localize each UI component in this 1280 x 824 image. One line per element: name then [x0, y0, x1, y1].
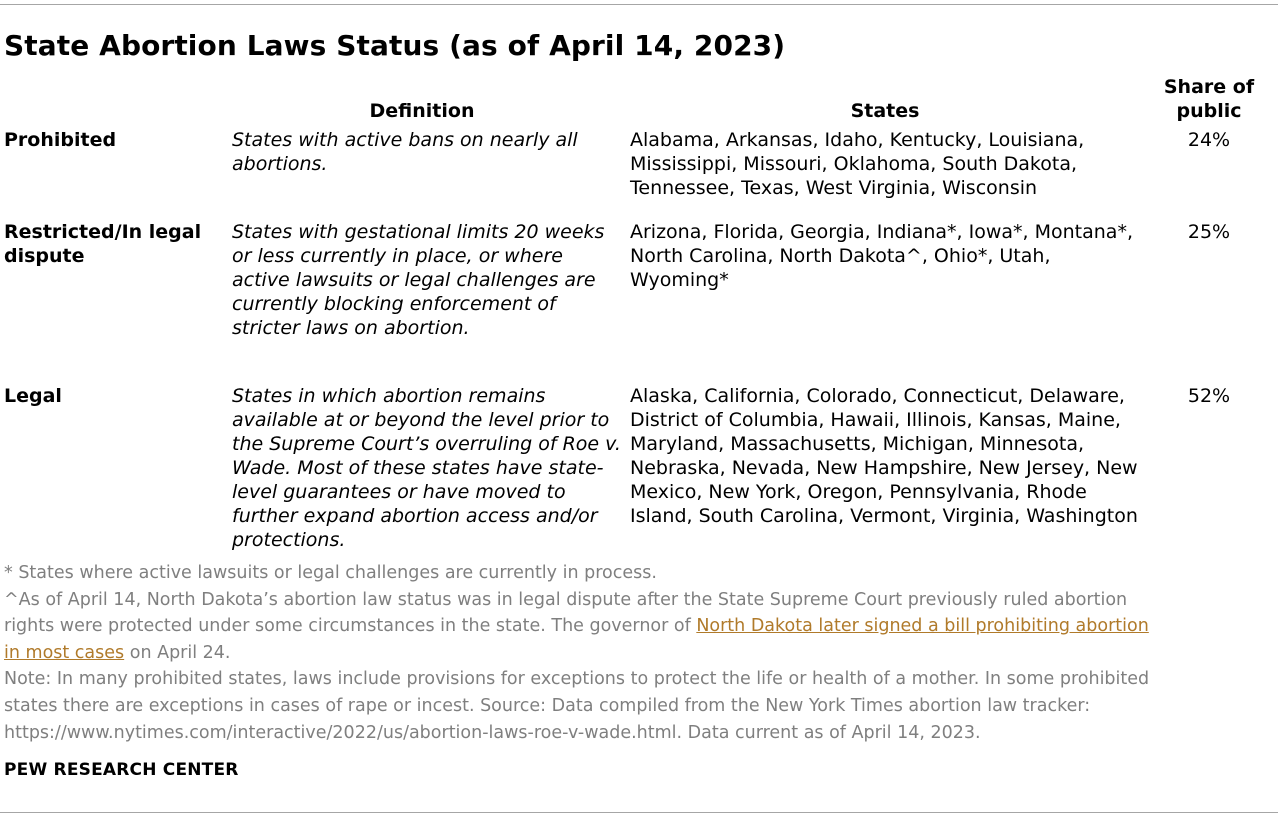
column-header-share-line2: public — [1176, 100, 1242, 122]
row-states: Alabama, Arkansas, Idaho, Kentucky, Louisiana, Mississippi, Missouri, Oklahoma, South Dakota, Tennessee, Texas, West Virginia, Wisconsin — [630, 129, 1085, 199]
page-title: State Abortion Laws Status (as of April 14, 2023) — [4, 29, 786, 62]
caret-note-text: ^As of April 14, North Dakota’s abortion law status was in legal dispute after the State Supreme Court previously ruled abortion rights were protected under some circumstances in the state. The governor of — [4, 589, 1128, 637]
asterisk-note: * States where active lawsuits or legal challenges are currently in process. — [4, 563, 657, 583]
source-note: Note: In many prohibited states, laws include provisions for exceptions to protect the life or health of a mother. In some prohibited states there are exceptions in cases of rape or incest. Source: Data compiled from the New York Times abortion law tracker: https://www.nytimes.com/interactive/2022/us/abortion-laws-roe-v-wade.html. Data current as of April 14, 2023. — [4, 669, 1150, 743]
column-header-share — [1148, 75, 1270, 123]
row-category: Prohibited — [4, 129, 117, 151]
column-header-definition: Definition — [369, 100, 475, 122]
column-header-share-line1: Share of — [1163, 76, 1255, 98]
caret-note-end: on April 24. — [124, 642, 231, 663]
north-dakota-link[interactable]: North Dakota later signed a bill prohibiting abortion in most cases — [4, 616, 1149, 663]
row-definition: States with gestational limits 20 weeks or less currently in place, or where active lawsuits or legal challenges are currently blocking enforcement of stricter laws on abortion. — [232, 221, 605, 339]
caret-note — [4, 587, 1164, 667]
footnotes — [4, 560, 1164, 746]
brand-name: PEW RESEARCH CENTER — [4, 760, 239, 780]
row-definition: States with active bans on nearly all abortions. — [232, 129, 578, 175]
row-share: 24% — [1187, 129, 1231, 151]
bottom-rule — [0, 812, 1278, 813]
row-share: 52% — [1187, 385, 1231, 407]
row-share: 25% — [1187, 221, 1231, 243]
row-states: Alaska, California, Colorado, Connecticut, Delaware, District of Columbia, Hawaii, Illinois, Kansas, Maine, Maryland, Massachusetts, Michigan, Minnesota, Nebraska, Nevada, New Hampshire, New Jersey, New Mexico, New York, Oregon, Pennsylvania, Rhode Island, South Carolina, Vermont, Virginia, Washington — [630, 385, 1138, 527]
row-definition: States in which abortion remains available at or beyond the level prior to the Supreme Court’s overruling of Roe v. Wade. Most of these states have state-level guarantees or have moved to further expand abortion access and/or protections. — [232, 385, 621, 551]
row-category: Legal — [4, 385, 62, 407]
row-category: Restricted/In legal dispute — [4, 221, 202, 267]
row-states: Arizona, Florida, Georgia, Indiana*, Iowa*, Montana*, North Carolina, North Dakota^, Ohio*, Utah, Wyoming* — [630, 221, 1133, 291]
top-rule — [0, 4, 1278, 5]
column-header-states: States — [850, 100, 920, 122]
